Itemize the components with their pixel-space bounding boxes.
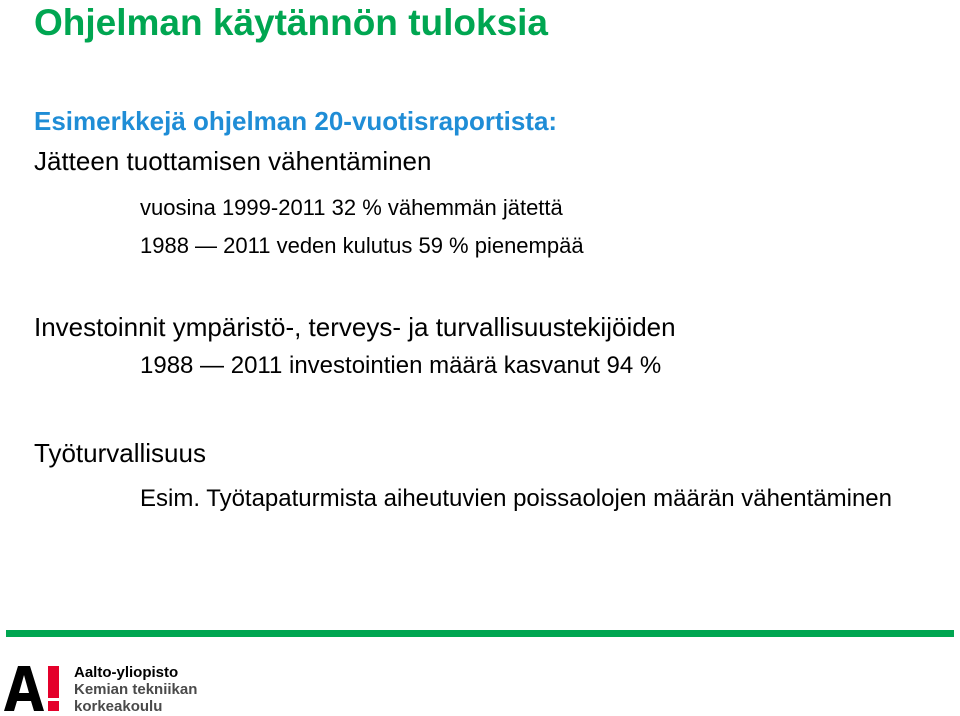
section-item-water-consumption: 1988 — 2011 veden kulutus 59 % pienempää: [140, 233, 584, 258]
slide-title: Ohjelman käytännön tuloksia: [34, 2, 549, 43]
footer-divider-bar: [6, 630, 954, 637]
aalto-a-logo-icon: [4, 664, 64, 712]
logo-wordmark: [74, 664, 197, 715]
section-item-waste-reduction: vuosina 1999-2011 32 % vähemmän jätettä: [140, 195, 563, 220]
logo-school-name-line1: Kemian tekniikan: [74, 681, 198, 698]
logo-university-name: Aalto-yliopisto: [74, 664, 179, 681]
section-heading-investments: Investoinnit ympäristö-, terveys- ja turvallisuustekijöiden: [34, 312, 676, 342]
section-heading-waste: Jätteen tuottamisen vähentäminen: [34, 146, 432, 176]
logo-school-name-line2: korkeakoulu: [74, 698, 163, 715]
section-item-investments-growth: 1988 — 2011 investointien määrä kasvanut 94 %: [140, 352, 662, 379]
slide-subtitle: Esimerkkejä ohjelman 20-vuotisraportista:: [34, 106, 558, 136]
section-heading-safety: Työturvallisuus: [34, 438, 206, 468]
section-item-absence-reduction: Esim. Työtapaturmista aiheutuvien poissaolojen määrän vähentäminen: [140, 485, 892, 512]
